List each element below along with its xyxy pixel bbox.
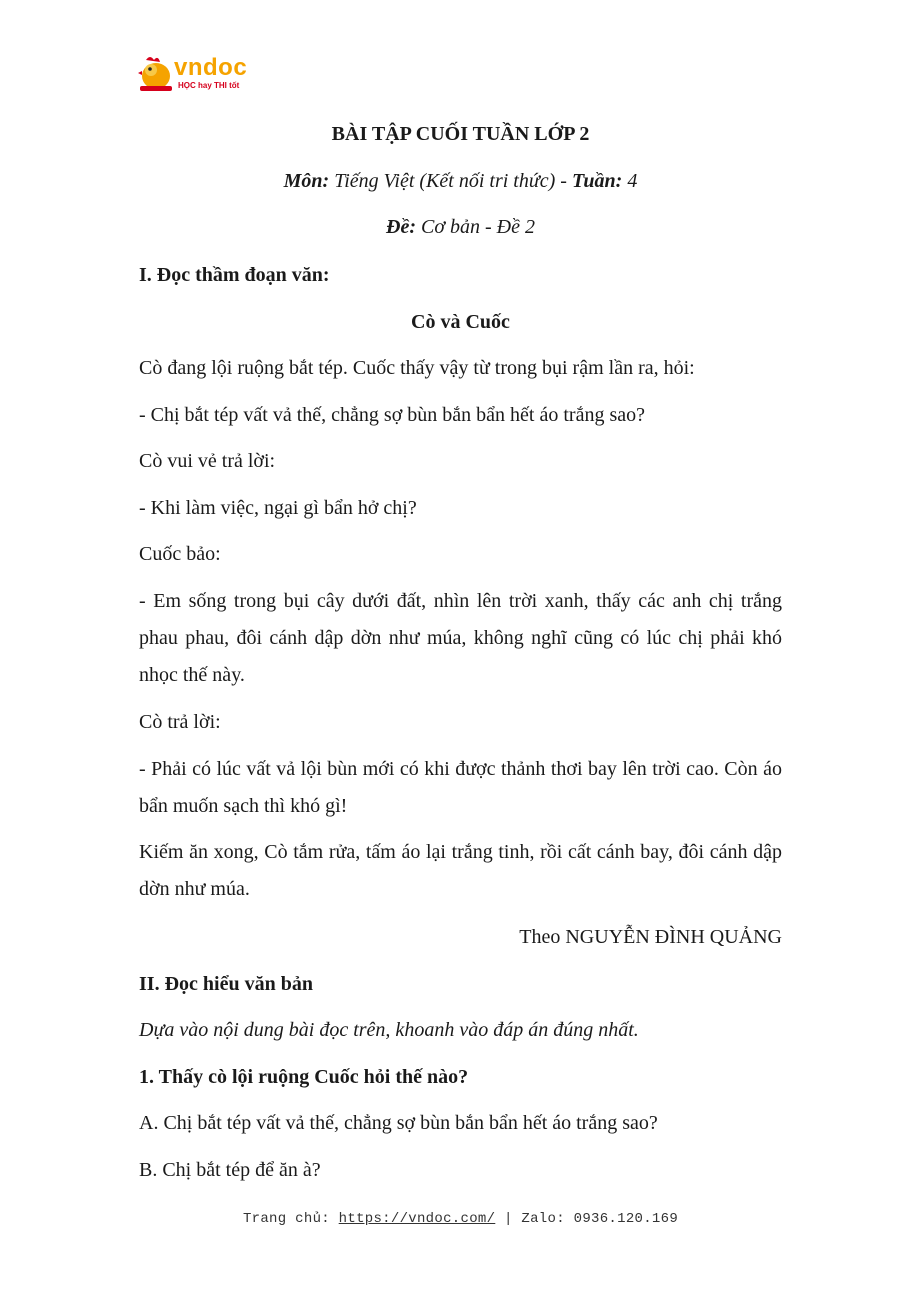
question-1: 1. Thấy cò lội ruộng Cuốc hỏi thế nào? [139, 1066, 469, 1088]
document-title: BÀI TẬP CUỐI TUẦN LỚP 2 [331, 123, 590, 145]
week-label: Tuần: [571, 170, 623, 192]
story-paragraph-5: Cuốc bảo: [139, 543, 221, 565]
story-paragraph-9: Kiếm ăn xong, Cò tắm rửa, tấm áo lại trắng tinh, rồi cất cánh bay, đôi cánh dập dờn như múa. [139, 841, 782, 900]
story-paragraph-4: - Khi làm việc, ngại gì bẩn hở chị? [139, 497, 417, 519]
story-paragraph-8: - Phải có lúc vất vả lội bùn mới có khi được thảnh thơi bay lên trời cao. Còn áo bẩn muốn sạch thì khó gì! [139, 758, 782, 817]
logo-brand-text: vndoc [174, 54, 248, 81]
subject-label: Môn: [283, 170, 330, 192]
story-paragraph-3: Cò vui vẻ trả lời: [139, 450, 276, 472]
story-paragraph-1: Cò đang lội ruộng bắt tép. Cuốc thấy vậy từ trong bụi rậm lần ra, hỏi: [139, 357, 695, 379]
story-paragraph-7: Cò trả lời: [139, 711, 221, 733]
week-value: 4 [627, 170, 638, 192]
story-paragraph-2: - Chị bắt tép vất vả thế, chẳng sợ bùn bắn bẩn hết áo trắng sao? [139, 404, 645, 426]
footer-separator: | [504, 1211, 513, 1227]
page-footer [0, 1211, 921, 1227]
exam-value: Cơ bản - Đề 2 [420, 216, 535, 238]
question-1-option-a: A. Chị bắt tép vất vả thế, chẳng sợ bùn bắn bẩn hết áo trắng sao? [139, 1112, 658, 1134]
footer-home-link[interactable]: https://vndoc.com/ [338, 1211, 496, 1227]
story-title: Cò và Cuốc [411, 311, 510, 333]
question-1-option-b: B. Chị bắt tép để ăn à? [139, 1159, 321, 1181]
logo-tagline: HỌC hay THI tốt [178, 81, 240, 90]
footer-home-label: Trang chủ: [242, 1211, 330, 1227]
story-source: Theo NGUYỄN ĐÌNH QUẢNG [519, 926, 782, 948]
subject-value: Tiếng Việt (Kết nối tri thức) - [334, 170, 567, 192]
exam-label: Đề: [386, 216, 416, 238]
section1-heading: I. Đọc thầm đoạn văn: [139, 264, 330, 286]
chick-mascot-icon [138, 54, 174, 92]
section2-heading: II. Đọc hiểu văn bản [139, 973, 313, 995]
vndoc-logo [138, 52, 268, 96]
footer-zalo: Zalo: 0936.120.169 [521, 1211, 679, 1227]
subject-line [139, 169, 782, 193]
section2-instruction: Dựa vào nội dung bài đọc trên, khoanh vào đáp án đúng nhất. [139, 1019, 639, 1041]
exam-line [139, 215, 782, 239]
story-paragraph-6: - Em sống trong bụi cây dưới đất, nhìn lên trời xanh, thấy các anh chị trắng phau phau, đôi cánh dập dờn như múa, không nghĩ cũng có lúc chị phải khó nhọc thế này. [139, 590, 782, 686]
